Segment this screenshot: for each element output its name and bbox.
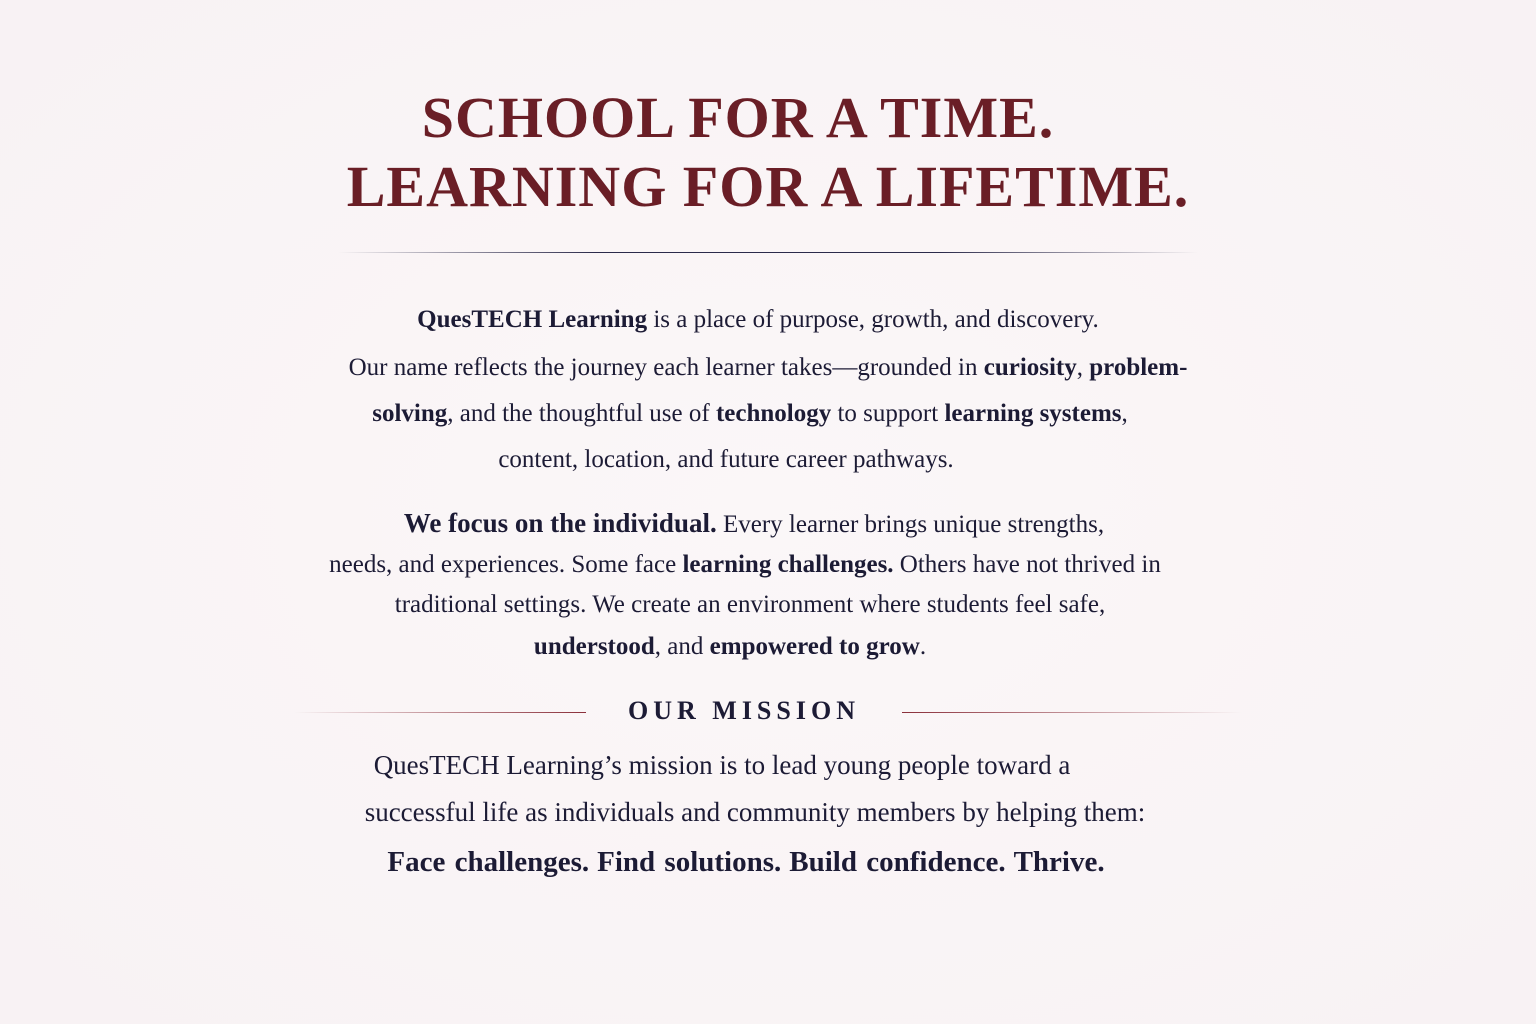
divider-rule <box>338 252 1198 253</box>
headline-line-1: SCHOOL FOR A TIME. <box>421 85 1055 150</box>
intro-line-4: content, location, and future career pathways. <box>498 446 954 473</box>
mission-line-2: successful life as individuals and community members by helping them: <box>364 797 1146 827</box>
intro-line-2: Our name reflects the journey each learner takes—grounded in curiosity, problem- <box>348 354 1188 381</box>
mission-title: OUR MISSION <box>628 696 860 725</box>
focus-line-3: traditional settings. We create an environment where students feel safe, <box>394 591 1106 618</box>
mission-line-1: QuesTECH Learning’s mission is to lead young people toward a <box>373 750 1071 780</box>
brand-name: QuesTECH Learning <box>417 306 648 333</box>
mission-rule-right <box>902 712 1242 713</box>
headline-line-2: LEARNING FOR A LIFETIME. <box>346 154 1190 219</box>
focus-line-2: needs, and experiences. Some face learning challenges. Others have not thrived in <box>329 551 1161 578</box>
pillar-thrive: Thrive. <box>1013 846 1105 878</box>
focus-line-1: We focus on the individual. Every learner brings unique strengths, <box>403 508 1105 538</box>
intro-line-1: QuesTECH Learning is a place of purpose, growth, and discovery. <box>417 306 1099 333</box>
mission-rule-left <box>294 712 586 713</box>
focus-line-4: understood, and empowered to grow. <box>533 633 927 660</box>
mission-pillars <box>0 846 1514 879</box>
pillar-face-challenges: Face challenges. <box>387 846 590 878</box>
pillar-find-solutions: Find solutions. <box>597 846 782 878</box>
intro-line-3: solving, and the thoughtful use of technology to support learning systems, <box>372 400 1128 427</box>
pillar-build-confidence: Build confidence. <box>789 846 1006 878</box>
mission-heading <box>0 696 1536 732</box>
